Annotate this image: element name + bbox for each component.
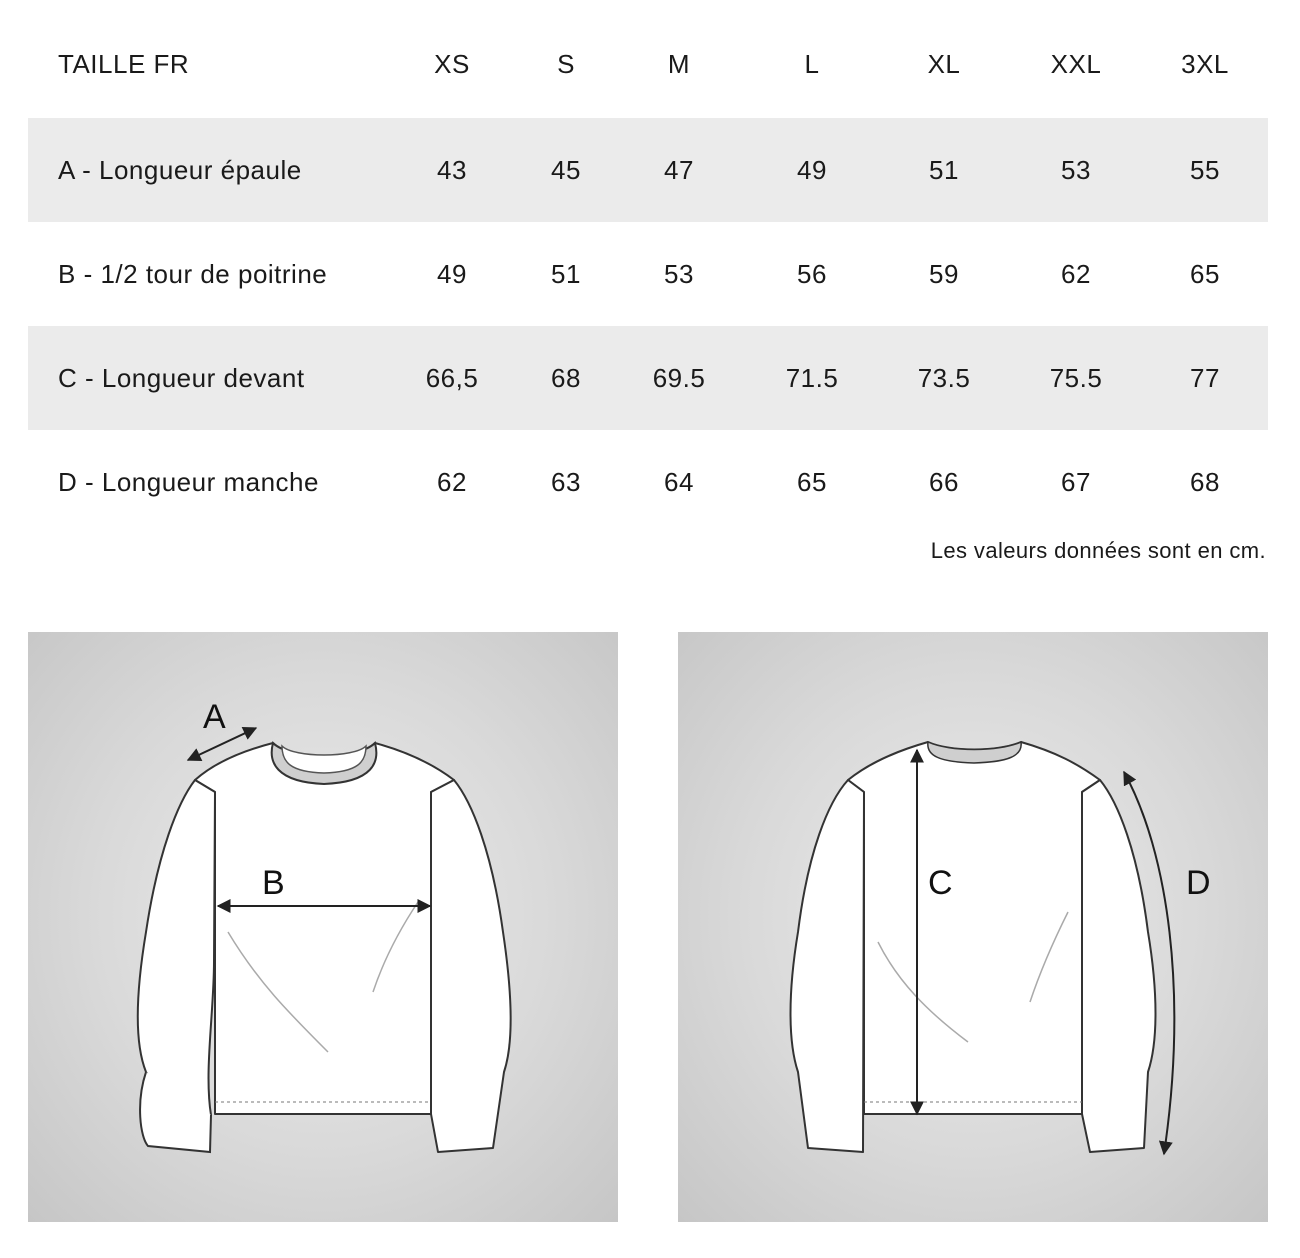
- table-cell: 63: [551, 466, 581, 497]
- table-cell: 51: [929, 154, 959, 185]
- table-row: [28, 430, 1268, 534]
- row-label: A - Longueur épaule: [58, 154, 302, 185]
- table-cell: 66: [929, 466, 959, 497]
- table-cell: 73.5: [917, 362, 971, 393]
- table-cell: 49: [437, 258, 467, 289]
- table-cell: 43: [437, 154, 467, 185]
- table-cell: 65: [1190, 258, 1220, 289]
- size-header: M: [667, 48, 691, 79]
- row-label: B - 1/2 tour de poitrine: [58, 258, 328, 289]
- table-cell: 45: [551, 154, 581, 185]
- table-cell: 67: [1061, 466, 1091, 497]
- size-header: XS: [434, 48, 470, 79]
- table-cell: 55: [1190, 154, 1220, 185]
- table-cell: 56: [797, 258, 827, 289]
- table-row: [28, 222, 1268, 326]
- size-header: XL: [927, 48, 961, 79]
- measure-label-c: C: [928, 864, 953, 902]
- table-cell: 65: [797, 466, 827, 497]
- table-cell: 62: [437, 466, 467, 497]
- size-header: S: [557, 48, 575, 79]
- table-cell: 53: [1061, 154, 1091, 185]
- size-header: L: [804, 48, 820, 79]
- table-cell: 71.5: [785, 362, 839, 393]
- back-view-diagram: [678, 632, 1268, 1222]
- size-chart-table: [28, 14, 1268, 534]
- table-cell: 77: [1190, 362, 1220, 393]
- back-shirt-illustration: [678, 632, 1268, 1222]
- table-header-row: [28, 14, 1268, 118]
- table-cell: 51: [551, 258, 581, 289]
- row-label: D - Longueur manche: [58, 466, 319, 497]
- table-cell: 66,5: [425, 362, 479, 393]
- table-row: [28, 326, 1268, 430]
- size-header: 3XL: [1181, 48, 1229, 79]
- front-view-diagram: [28, 632, 618, 1222]
- measure-label-b: B: [262, 864, 285, 902]
- table-cell: 53: [664, 258, 694, 289]
- front-shirt-illustration: [28, 632, 618, 1222]
- table-cell: 69.5: [652, 362, 706, 393]
- table-cell: 49: [797, 154, 827, 185]
- table-cell: 68: [551, 362, 581, 393]
- header-label: TAILLE FR: [58, 48, 190, 79]
- table-row: [28, 118, 1268, 222]
- table-cell: 75.5: [1049, 362, 1103, 393]
- table-cell: 47: [664, 154, 694, 185]
- table-cell: 59: [929, 258, 959, 289]
- units-note: Les valeurs données sont en cm.: [930, 538, 1266, 563]
- table-cell: 62: [1061, 258, 1091, 289]
- measure-label-d: D: [1186, 864, 1211, 902]
- measure-label-a: A: [203, 698, 226, 736]
- table-cell: 68: [1190, 466, 1220, 497]
- row-label: C - Longueur devant: [58, 362, 305, 393]
- table-cell: 64: [664, 466, 694, 497]
- size-header: XXL: [1050, 48, 1102, 79]
